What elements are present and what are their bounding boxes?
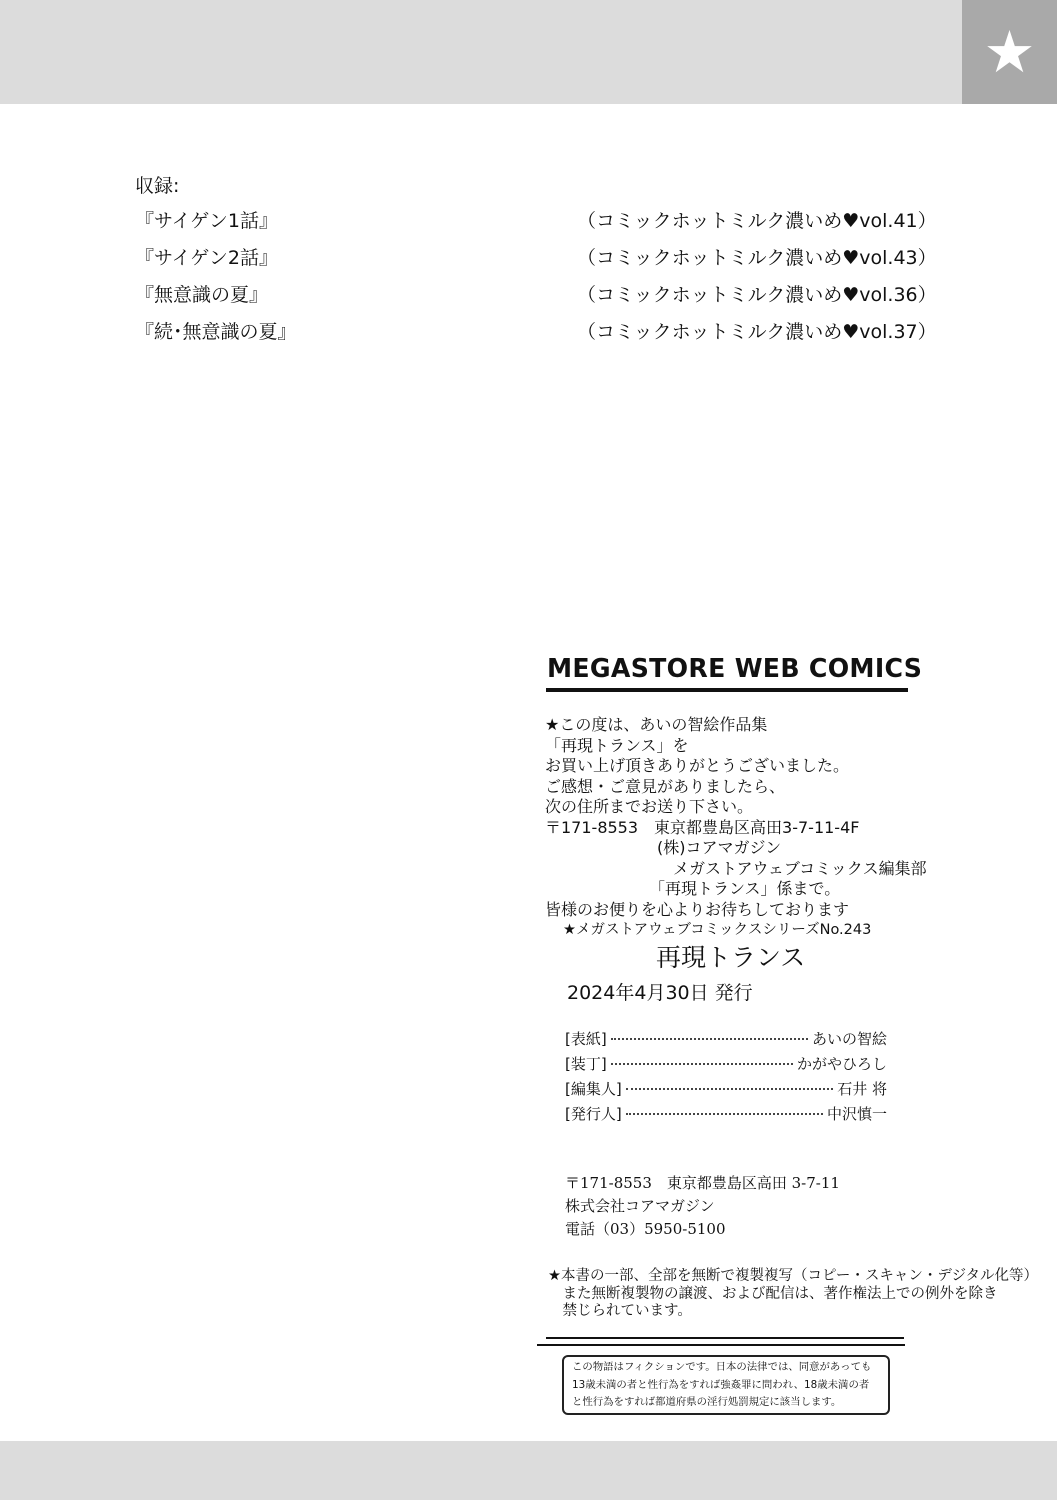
entry-source: （コミックホットミルク濃いめ♥vol.37） [577, 321, 937, 343]
contents-entry [135, 243, 937, 280]
entry-source: （コミックホットミルク濃いめ♥vol.43） [577, 247, 937, 269]
publisher-info [565, 1172, 840, 1241]
credit-role: [発行人] [565, 1105, 622, 1123]
entry-title: 『サイゲン2話』 [135, 247, 278, 269]
divider-rule [546, 1337, 904, 1339]
message-line: 皆様のお便りを心よりお待ちしております [545, 899, 850, 919]
top-gray-band [0, 0, 962, 104]
book-title: 再現トランス [656, 943, 806, 972]
message-line: ご感想・ご意見がありましたら、 [545, 776, 786, 796]
fiction-disclaimer-box [562, 1355, 890, 1415]
credit-row [565, 1103, 887, 1128]
message-line: お買い上げ頂きありがとうございました。 [545, 756, 850, 775]
credit-name: あいの智絵 [811, 1030, 887, 1048]
entry-title: 『サイゲン1話』 [135, 210, 278, 232]
brand-logo-text: MEGASTORE WEB COMICS [547, 654, 923, 684]
publisher-phone: 電話（03）5950-5100 [565, 1220, 726, 1238]
copyright-notice [548, 1268, 1038, 1321]
contents-entry [135, 206, 937, 243]
corner-star-tab [962, 0, 1057, 104]
publish-date: 2024年4月30日 発行 [567, 982, 753, 1004]
entry-title: 『無意識の夏』 [135, 284, 269, 306]
divider-rule [537, 1344, 905, 1346]
credit-name: かがやひろし [796, 1055, 887, 1073]
dot-leader [626, 1088, 834, 1090]
disclaimer-line: と性行為をすれば都道府県の淫行処罰規定に該当します。 [572, 1396, 842, 1408]
publisher-address: 〒171-8553 東京都豊島区高田 3-7-11 [565, 1174, 840, 1192]
message-line: 〒171-8553 東京都豊島区高田3-7-11-4F [545, 817, 860, 837]
disclaimer-line: 13歳未満の者と性行為をすれば強姦罪に問われ、18歳未満の者 [572, 1378, 870, 1391]
message-line: 次の住所までお送り下さい。 [545, 797, 754, 816]
publisher-company: 株式会社コアマガジン [565, 1197, 715, 1215]
credits-list [565, 1028, 887, 1128]
dot-leader [611, 1063, 793, 1065]
notice-line: ★本書の一部、全部を無断で複製複写（コピー・スキャン・デジタル化等） [548, 1268, 1039, 1284]
message-line: (株)コアマガジン [545, 838, 782, 857]
notice-line: 禁じられています。 [548, 1303, 692, 1319]
entry-source: （コミックホットミルク濃いめ♥vol.41） [577, 210, 937, 232]
contents-entry [135, 280, 937, 317]
credit-role: [装丁] [565, 1055, 607, 1073]
entry-source: （コミックホットミルク濃いめ♥vol.36） [577, 284, 937, 306]
credit-role: [編集人] [565, 1080, 622, 1098]
brand-underline [546, 688, 908, 692]
dot-leader [626, 1113, 823, 1115]
credit-row [565, 1028, 887, 1053]
series-number: ★メガストアウェブコミックスシリーズNo.243 [563, 922, 872, 938]
message-line: メガストアウェブコミックス編集部 [545, 858, 927, 878]
reader-message [545, 715, 927, 920]
bottom-gray-band [0, 1441, 1057, 1500]
credit-name: 中沢慎一 [826, 1105, 887, 1123]
message-line: ★この度は、あいの智絵作品集 [545, 715, 768, 734]
credit-row [565, 1078, 887, 1103]
dot-leader [611, 1038, 808, 1040]
credit-role: [表紙] [565, 1030, 607, 1048]
star-icon: ★ [983, 18, 1036, 86]
entry-title: 『続･無意識の夏』 [135, 321, 297, 343]
contents-heading: 収録: [135, 175, 180, 197]
credit-row [565, 1053, 887, 1078]
message-line: 「再現トランス」係まで。 [545, 879, 841, 898]
credit-name: 石井 将 [837, 1080, 887, 1098]
message-line: 「再現トランス」を [545, 735, 689, 755]
notice-line: また無断複製物の譲渡、および配信は、著作権法上での例外を除き [548, 1285, 998, 1302]
contents-list [135, 172, 937, 354]
contents-entry [135, 317, 937, 354]
disclaimer-line: この物語はフィクションです。日本の法律では、同意があっても [572, 1361, 872, 1373]
